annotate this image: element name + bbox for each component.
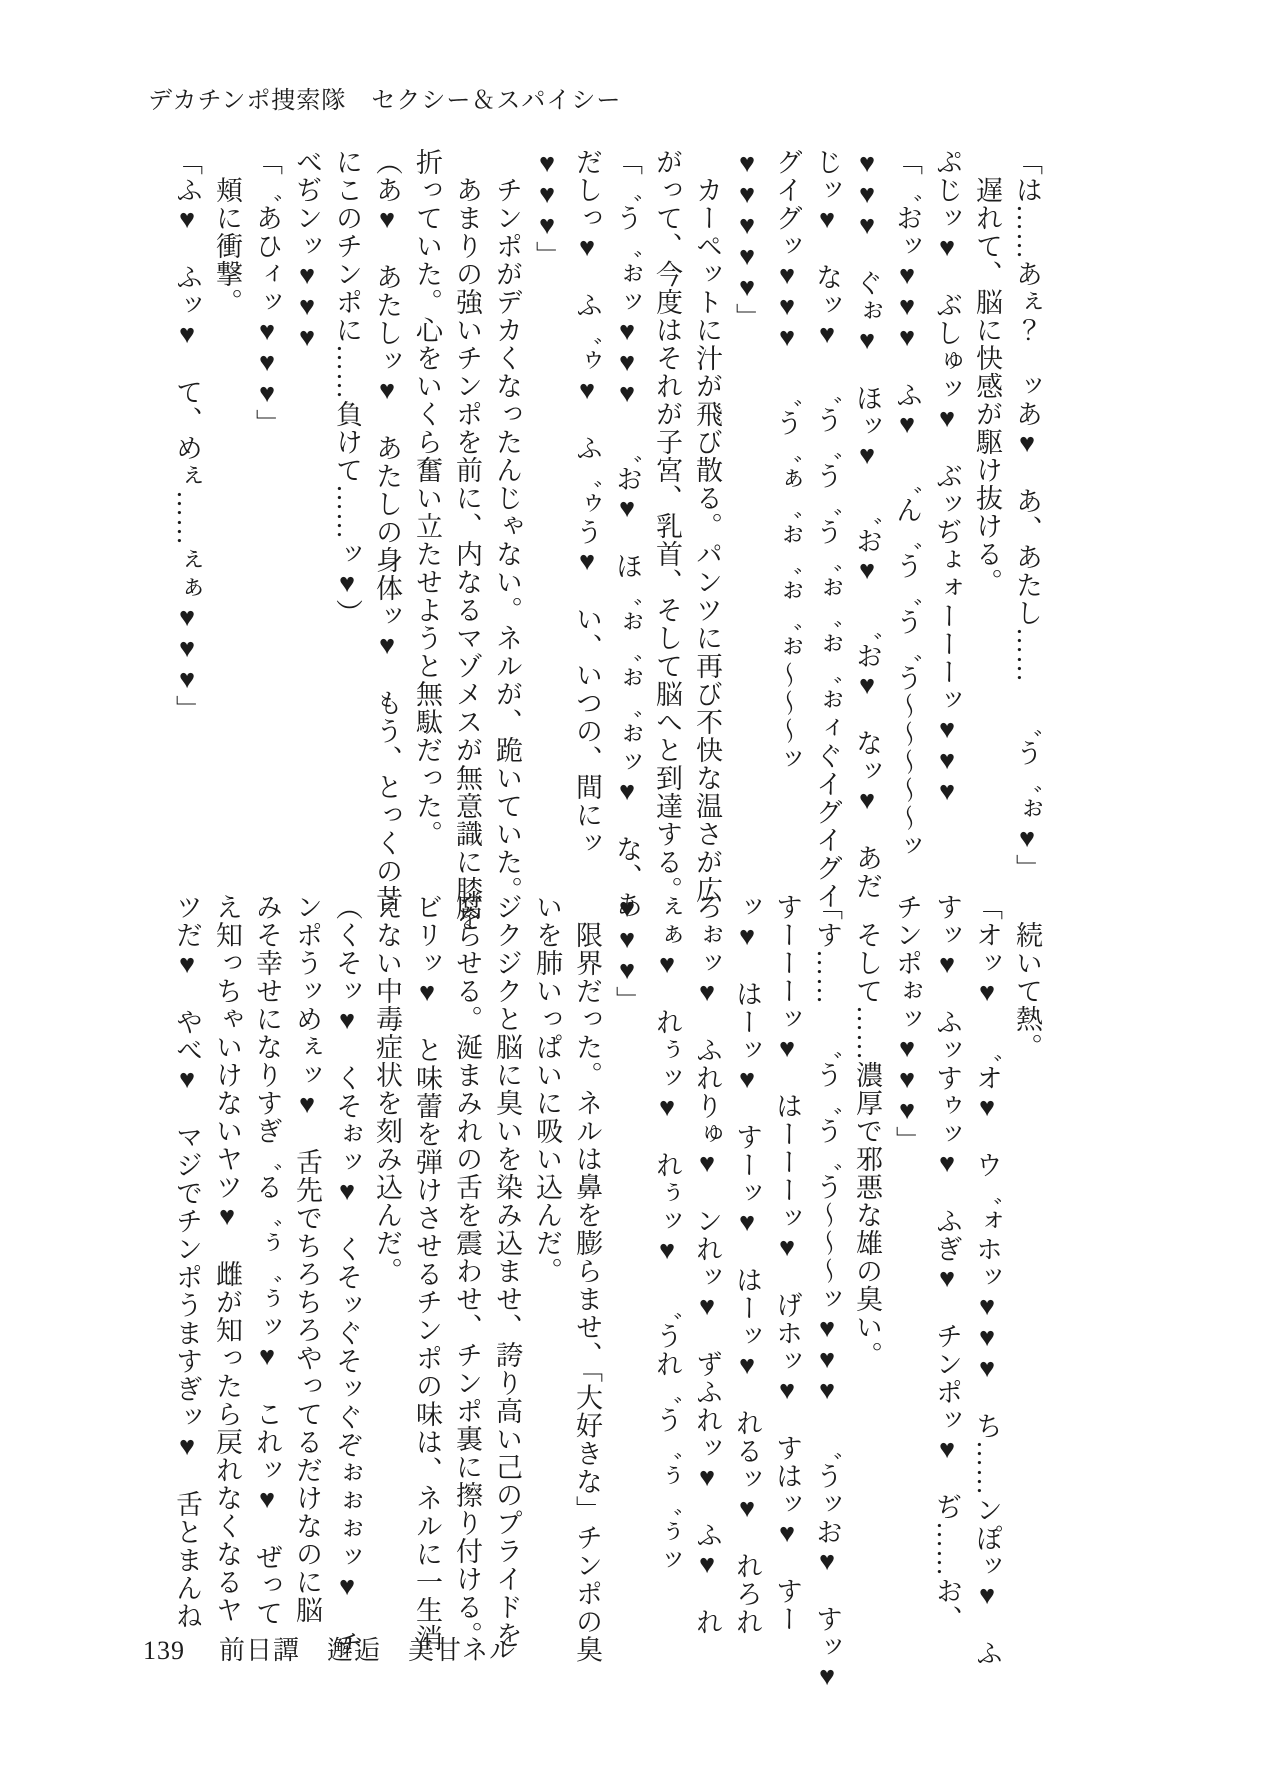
text-column: グイグッ♥♥♥ ゛う゛ぁ゛ぉ゛ぉ゛ぉ〜〜〜ッ [772,148,802,773]
text-column: みそ幸せになりすぎ゛る゛ぅ゛ぅッ♥ これッ♥ ぜって [252,893,282,1627]
text-column: だしっ♥ ふ゛ゥ♥ ふ゛ゥう♥ い、いつの、間にッ [572,148,602,857]
text-column: 「゛おッ♥♥♥ ふ♥ ゛ん゛う゛う゛う〜〜〜〜〜ッ [892,148,922,860]
text-column: 「す…… ゛う゛う゛う〜〜〜ッ♥♥♥ ゛うッお♥ すッ♥ [812,893,842,1692]
running-header-title: デカチンポ捜索隊 セクシー＆スパイシー [148,88,622,114]
text-column: ツだ♥ やべ♥ マジでチンポうますぎッ♥ 舌とまんね [172,893,202,1630]
page-number: 139 [143,1636,185,1665]
text-column: じッ♥ なッ♥ ゛う゛う゛う゛ぉ゛ぉ゛ぉィぐイグイグイ [812,148,842,910]
text-column: そして……濃厚で邪悪な雄の臭い。 [852,893,882,1369]
text-column: えない中毒症状を刻み込んだ。 [372,893,402,1285]
text-column: あまりの強いチンポを前に、内なるマゾメスが無意識に膝を [452,148,482,932]
text-column: ぇぁ♥ れぅッ♥ れぅッ♥ ゛うれ゛う゛ぅ゛ぅッ [652,893,682,1574]
text-column: 「オッ♥ ゛オ♥ ウ゛ォホッ♥♥♥ ち……ンぽッ♥ ふ [972,893,1002,1667]
text-column: いを肺いっぱいに吸い込んだ。 [532,893,562,1285]
text-column: にこのチンポに……負けて……ッ♥） [332,148,362,627]
text-column: ♥♥♥」 [612,893,642,1014]
text-column: ♥♥♥♥♥」 [732,148,762,331]
text-column: 遅れて、脳に快感が駆け抜ける。 [972,148,1002,596]
text-column: ジクジクと脳に臭いを染み込ませ、誇り高い己のプライドを [492,893,522,1649]
text-column: 続いて熱。 [1012,893,1042,1061]
text-column: ♥♥♥」 [532,148,562,269]
text-column: 限界だった。ネルは鼻を膨らませ、「大好きな」チンポの臭 [572,893,602,1664]
text-column: すーーーッ♥ はーーーッ♥ げホッ♥ すはッ♥ すー [772,893,802,1633]
text-column: （くそッ♥ くそぉッ♥ くそッぐそッぐぞぉぉぉッ♥ チ [332,893,362,1658]
text-column: え知っちゃいけないヤツ♥ 雌が知ったら戻れなくなるヤ [212,893,242,1624]
text-column: （あ♥ あたしッ♥ あたしの身体ッ♥ もう、とっくの昔 [372,148,402,913]
text-column: 「ふ♥ ふッ♥ て、めぇ……ぇぁ♥♥♥」 [172,148,202,723]
text-column: 腐らせる。涎まみれの舌を震わせ、チンポ裏に擦り付ける。 [452,893,482,1649]
text-column: ッ♥ はーッ♥ すーッ♥ はーッ♥ れるッ♥ れろれ [732,893,762,1636]
text-column: ろぉッ♥ ふれりゅ♥ ンれッ♥ ずふれッ♥ ふ♥ れ [692,893,722,1636]
text-column: ビリッ♥ と味蕾を弾けさせるチンポの味は、ネルに一生消 [412,893,442,1652]
text-column: 「゛う゛ぉッ♥♥♥ ゛お♥ ほ゛ぉ゛ぉ゛ぉッ♥ な、あ [612,148,642,919]
page-footer [143,1630,516,1667]
text-column: チンポぉッ♥♥♥」 [892,893,922,1154]
text-column: 折っていた。心をいくら奮い立たせようと無駄だった。 [412,148,442,848]
text-column: ぷじッ♥ ぶしゅッ♥ ぶッぢょォーーーッ♥♥♥ [932,148,962,807]
text-block-top [152,148,1047,932]
text-column: 「は……あぇ？ ッあ♥ あ、あたし…… ゛う゛ぉ♥」 [1012,148,1042,882]
text-column: ンポうッめぇッ♥ 舌先でちろちろやってるだけなのに脳 [292,893,322,1624]
text-column: チンポがデカくなったんじゃない。ネルが、跪いていた。 [492,148,522,904]
text-column: 頬に衝撃。 [212,148,242,316]
text-column: がって、今度はそれが子宮、乳首、そして脳へと到達する。 [652,148,682,904]
text-column: ♥♥♥ ぐぉ♥ ほッ♥ ゛お♥ ゛お♥ なッ♥ あだ [852,148,882,900]
text-column: べぢンッ♥♥♥ [292,148,322,353]
text-column: すッ♥ ふッすゥッ♥ ふぎ♥ チンポッ♥ ぢ……お、 [932,893,962,1633]
text-column: 「゛あひィッ♥♥♥」 [252,148,282,437]
chapter-title: 前日譚 邂逅 美甘ネル [219,1636,517,1665]
text-column: カーペットに汁が飛び散る。パンツに再び不快な温さが広 [692,148,722,904]
